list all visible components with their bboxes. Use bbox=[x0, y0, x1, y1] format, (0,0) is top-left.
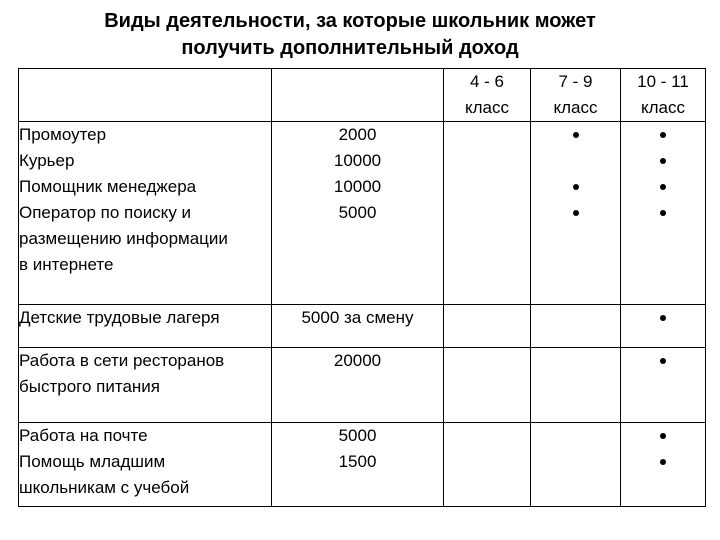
marks-4-6 bbox=[444, 423, 531, 507]
pay-cell bbox=[272, 423, 444, 507]
page-title bbox=[0, 8, 700, 62]
marks-10-11 bbox=[621, 305, 706, 348]
empty-mark bbox=[444, 122, 530, 148]
title-line-1: Виды деятельности, за которые школьник может bbox=[104, 10, 596, 32]
pay-camps: 5000 за смену bbox=[301, 308, 414, 327]
activity-cell bbox=[19, 423, 272, 507]
bullet-mark-icon bbox=[621, 148, 705, 174]
bullet-mark-icon bbox=[531, 174, 620, 200]
activity-cell bbox=[19, 305, 272, 348]
marks-4-6 bbox=[444, 305, 531, 348]
empty-mark bbox=[444, 305, 530, 331]
activity-manager-assistant: Помощник менеджера bbox=[19, 177, 197, 196]
marks-7-9 bbox=[531, 122, 621, 305]
activity-operator-line-2: размещению информации bbox=[19, 229, 228, 248]
header-grade-7-9 bbox=[531, 69, 621, 122]
activity-fastfood-line-1: Работа в сети ресторанов bbox=[19, 351, 225, 370]
bullet-mark-icon bbox=[621, 423, 705, 449]
bullet-mark-icon bbox=[621, 200, 705, 226]
pay-operator: 5000 bbox=[338, 203, 377, 222]
pay-courier: 10000 bbox=[333, 151, 382, 170]
activity-operator-line-3: в интернете bbox=[19, 255, 114, 274]
pay-cell bbox=[272, 348, 444, 423]
marks-4-6 bbox=[444, 122, 531, 305]
header-pay-cell bbox=[272, 69, 444, 122]
bullet-mark-icon bbox=[621, 348, 705, 374]
table-row bbox=[19, 423, 706, 507]
marks-4-6 bbox=[444, 348, 531, 423]
bullet-mark-icon bbox=[621, 449, 705, 475]
empty-mark bbox=[531, 305, 620, 331]
bullet-mark-icon bbox=[621, 174, 705, 200]
activity-tutoring-line-1: Помощь младшим bbox=[19, 452, 166, 471]
marks-7-9 bbox=[531, 423, 621, 507]
activity-courier: Курьер bbox=[19, 151, 75, 170]
activity-cell bbox=[19, 122, 272, 305]
empty-mark bbox=[444, 423, 530, 449]
header-grade-7-9-label: класс bbox=[553, 98, 598, 117]
header-grade-4-6-range: 4 - 6 bbox=[469, 72, 505, 91]
bullet-mark-icon bbox=[621, 305, 705, 331]
table-row bbox=[19, 122, 706, 305]
activity-fastfood-line-2: быстрого питания bbox=[19, 377, 160, 396]
pay-manager-assistant: 10000 bbox=[333, 177, 382, 196]
empty-mark bbox=[444, 148, 530, 174]
pay-cell bbox=[272, 305, 444, 348]
pay-tutoring: 1500 bbox=[338, 452, 377, 471]
empty-mark bbox=[531, 348, 620, 374]
empty-mark bbox=[531, 423, 620, 449]
title-line-2: получить дополнительный доход bbox=[181, 37, 519, 59]
empty-mark bbox=[531, 449, 620, 475]
empty-mark bbox=[444, 200, 530, 226]
empty-mark bbox=[531, 148, 620, 174]
header-activity-cell bbox=[19, 69, 272, 122]
marks-7-9 bbox=[531, 305, 621, 348]
table-row bbox=[19, 348, 706, 423]
activity-camps: Детские трудовые лагеря bbox=[19, 308, 220, 327]
activity-operator-line-1: Оператор по поиску и bbox=[19, 203, 192, 222]
empty-mark bbox=[444, 449, 530, 475]
header-grade-10-11 bbox=[621, 69, 706, 122]
activity-cell bbox=[19, 348, 272, 423]
empty-mark bbox=[444, 348, 530, 374]
bullet-mark-icon bbox=[621, 122, 705, 148]
pay-fastfood: 20000 bbox=[333, 351, 382, 370]
header-grade-10-11-range: 10 - 11 bbox=[637, 72, 689, 91]
pay-post-office: 5000 bbox=[338, 426, 377, 445]
marks-10-11 bbox=[621, 348, 706, 423]
activity-promoter: Промоутер bbox=[19, 125, 107, 144]
marks-7-9 bbox=[531, 348, 621, 423]
table-row bbox=[19, 305, 706, 348]
activity-post-office: Работа на почте bbox=[19, 426, 148, 445]
bullet-mark-icon bbox=[531, 122, 620, 148]
marks-10-11 bbox=[621, 122, 706, 305]
income-table bbox=[18, 68, 706, 507]
table-header-row bbox=[19, 69, 706, 122]
pay-cell bbox=[272, 122, 444, 305]
bullet-mark-icon bbox=[531, 200, 620, 226]
pay-promoter: 2000 bbox=[338, 125, 377, 144]
header-grade-4-6 bbox=[444, 69, 531, 122]
header-grade-4-6-label: класс bbox=[464, 98, 509, 117]
empty-mark bbox=[444, 174, 530, 200]
activity-tutoring-line-2: школьникам с учебой bbox=[19, 478, 190, 497]
header-grade-10-11-label: класс bbox=[640, 98, 685, 117]
header-grade-7-9-range: 7 - 9 bbox=[558, 72, 593, 91]
marks-10-11 bbox=[621, 423, 706, 507]
